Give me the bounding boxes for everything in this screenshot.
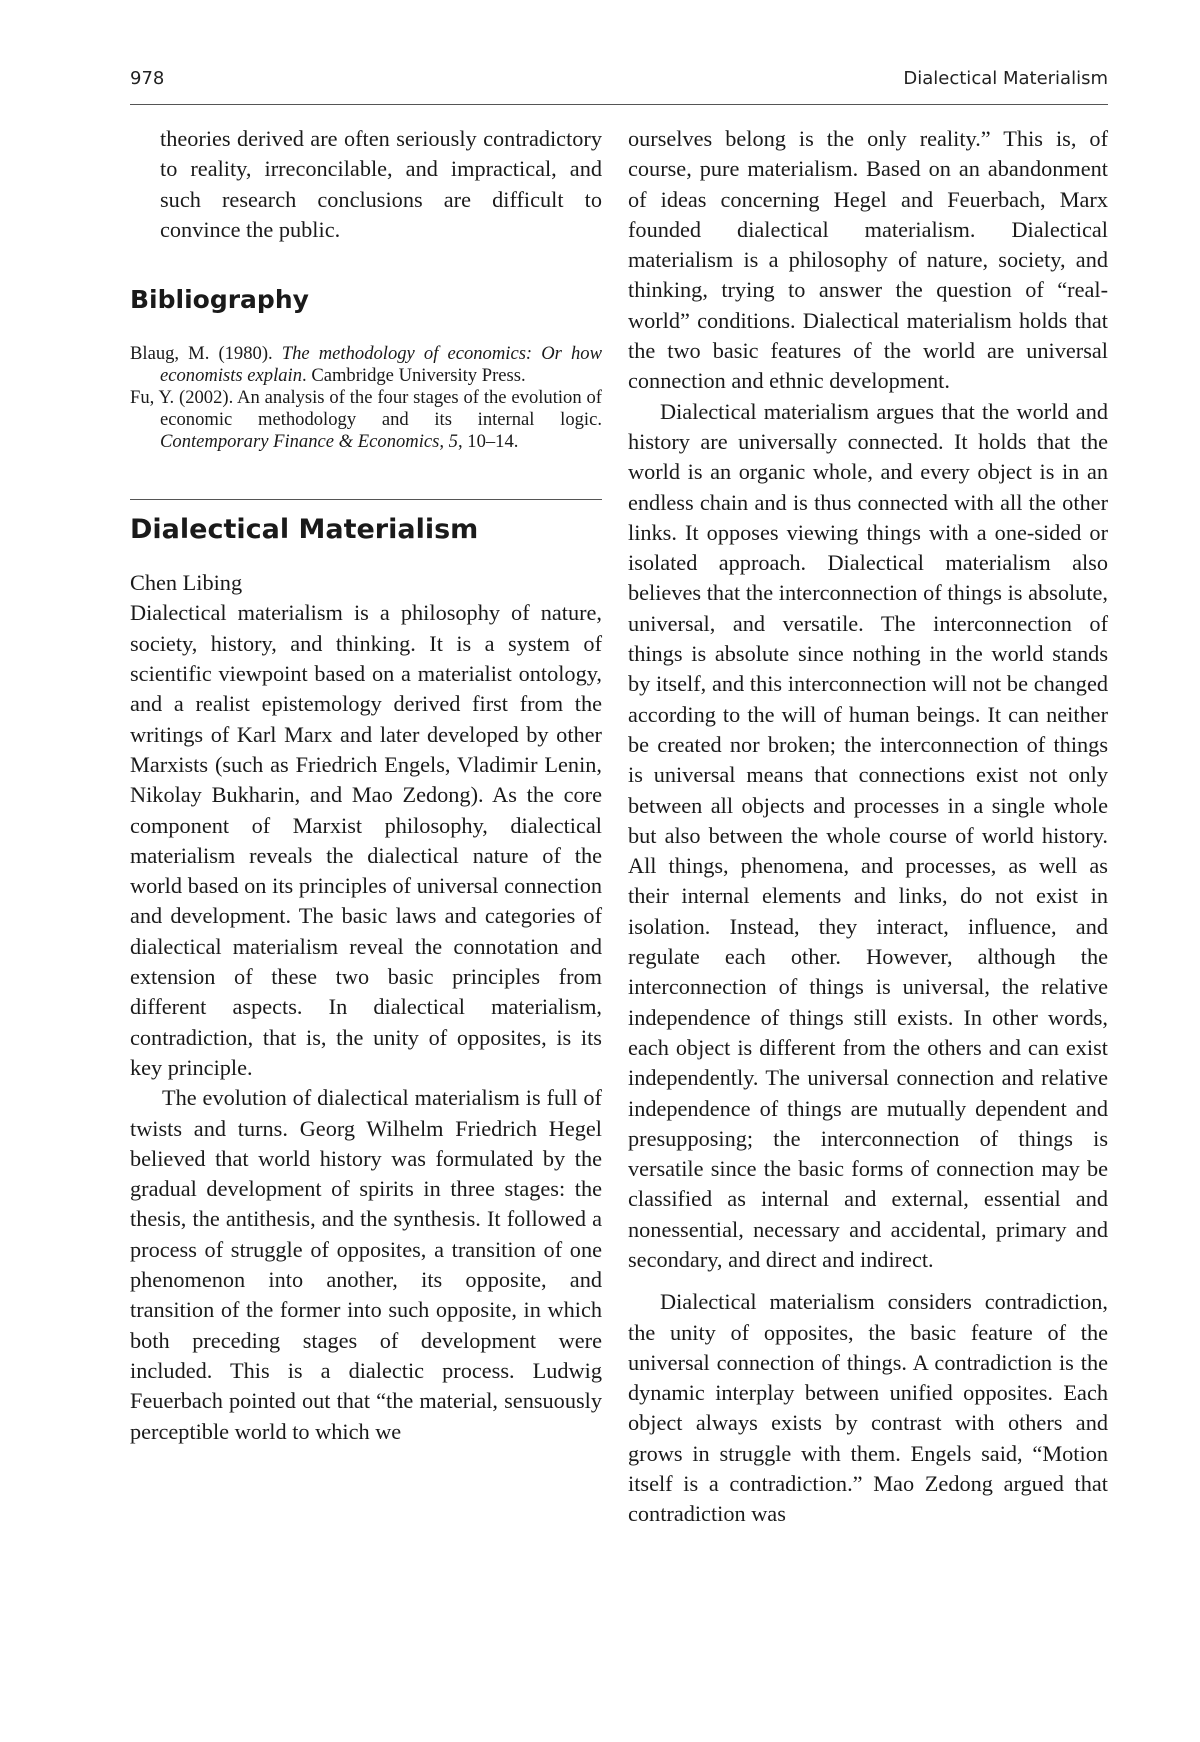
reference-item: Fu, Y. (2002). An analysis of the four stages of the evolution of economic methodology and its internal logic. Contemporary Finance & Economics, 5, 10–14. xyxy=(130,387,602,453)
body-paragraph: The evolution of dialectical materialism is full of twists and turns. Georg Wilhelm Friedrich Hegel believed that world history was formulated by the gradual development of spirits in three stages: the thesis, the antithesis, and the synthesis. It followed a process of struggle of opposites, a transition of one phenomenon into another, its opposite, and transition of the former into such opposite, in which both preceding stages of development were included. This is a dialectic process. Ludwig Feuerbach pointed out that “the material, sensuously perceptible world to which we xyxy=(130,1085,602,1444)
page-header xyxy=(130,68,1108,98)
header-rule xyxy=(130,104,1108,105)
left-column xyxy=(130,124,602,1447)
body-paragraph: Dialectical materialism is a philosophy of nature, society, history, and thinking. It is a system of scientific viewpoint based on a materialist ontology, and a realist epistemology derived first from the writings of Karl Marx and later developed by other Marxists (such as Friedrich Engels, Vladimir Lenin, Nikolay Bukharin, and Mao Zedong). As the core component of Marxist philosophy, dialectical materialism reveals the dialectical nature of the world based on its principles of universal connection and development. The basic laws and categories of dialectical materialism reveal the connotation and extension of these two basic principles from different aspects. In dialectical materialism, contradiction, that is, the unity of opposites, is its key principle. xyxy=(130,600,602,1080)
bibliography-heading: Bibliography xyxy=(130,285,309,315)
body-paragraph: ourselves belong is the only reality.” This is, of course, pure materialism. Based on an abandonment of ideas concerning Hegel and Feuerbach, Marx founded dialectical materialism. Dialectical materialism is a philosophy of nature, society, and thinking, trying to answer the question of “real-world” conditions. Dialectical materialism holds that the two basic features of the world are universal connection and ethnic development. xyxy=(628,126,1108,394)
reference-list xyxy=(130,343,602,453)
body-paragraph: Dialectical materialism argues that the world and history are universally connected. It holds that the world is an organic whole, and every object is in an endless chain and is thus connected with all the other links. It opposes viewing things with a one-sided or isolated approach. Dialectical materialism also believes that the interconnection of things is absolute, universal, and versatile. The interconnection of things is absolute since nothing in the world stands by itself, and this interconnection will not be changed according to the will of human beings. It can neither be created nor broken; the interconnection of things is universal means that connections exist not only between all objects and processes in a single whole but also between the whole course of world history. All things, phenomena, and processes, as well as their internal elements and links, do not exist in isolation. Instead, they interact, influence, and regulate each other. However, although the interconnection of things is universal, the relative independence of things still exists. In other words, each object is different from the others and can exist independently. The universal connection and relative independence of things are mutually dependent and presupposing; the interconnection of things is versatile since the basic forms of connection may be classified as internal and external, essential and nonessential, necessary and accidental, primary and secondary, and direct and indirect. xyxy=(628,398,1108,1272)
reference-item: Blaug, M. (1980). The methodology of economics: Or how economists explain. Cambridge University Press. xyxy=(130,343,602,387)
entry-author: Chen Libing xyxy=(130,570,243,596)
continued-paragraph: theories derived are often seriously contradictory to reality, irreconcilable, and impractical, and such research conclusions are difficult to convince the public. xyxy=(160,126,602,242)
entry-divider xyxy=(130,499,602,500)
body-paragraph: Dialectical materialism considers contradiction, the unity of opposites, the basic feature of the universal connection of things. A contradiction is the dynamic interplay between unified opposites. Each object always exists by contrast with others and grows in struggle with them. Engels said, “Motion itself is a contradiction.” Mao Zedong argued that contradiction was xyxy=(628,1289,1108,1527)
page-number: 978 xyxy=(130,68,165,89)
right-column xyxy=(628,124,1108,1530)
running-title: Dialectical Materialism xyxy=(903,68,1108,89)
entry-title: Dialectical Materialism xyxy=(130,514,479,546)
